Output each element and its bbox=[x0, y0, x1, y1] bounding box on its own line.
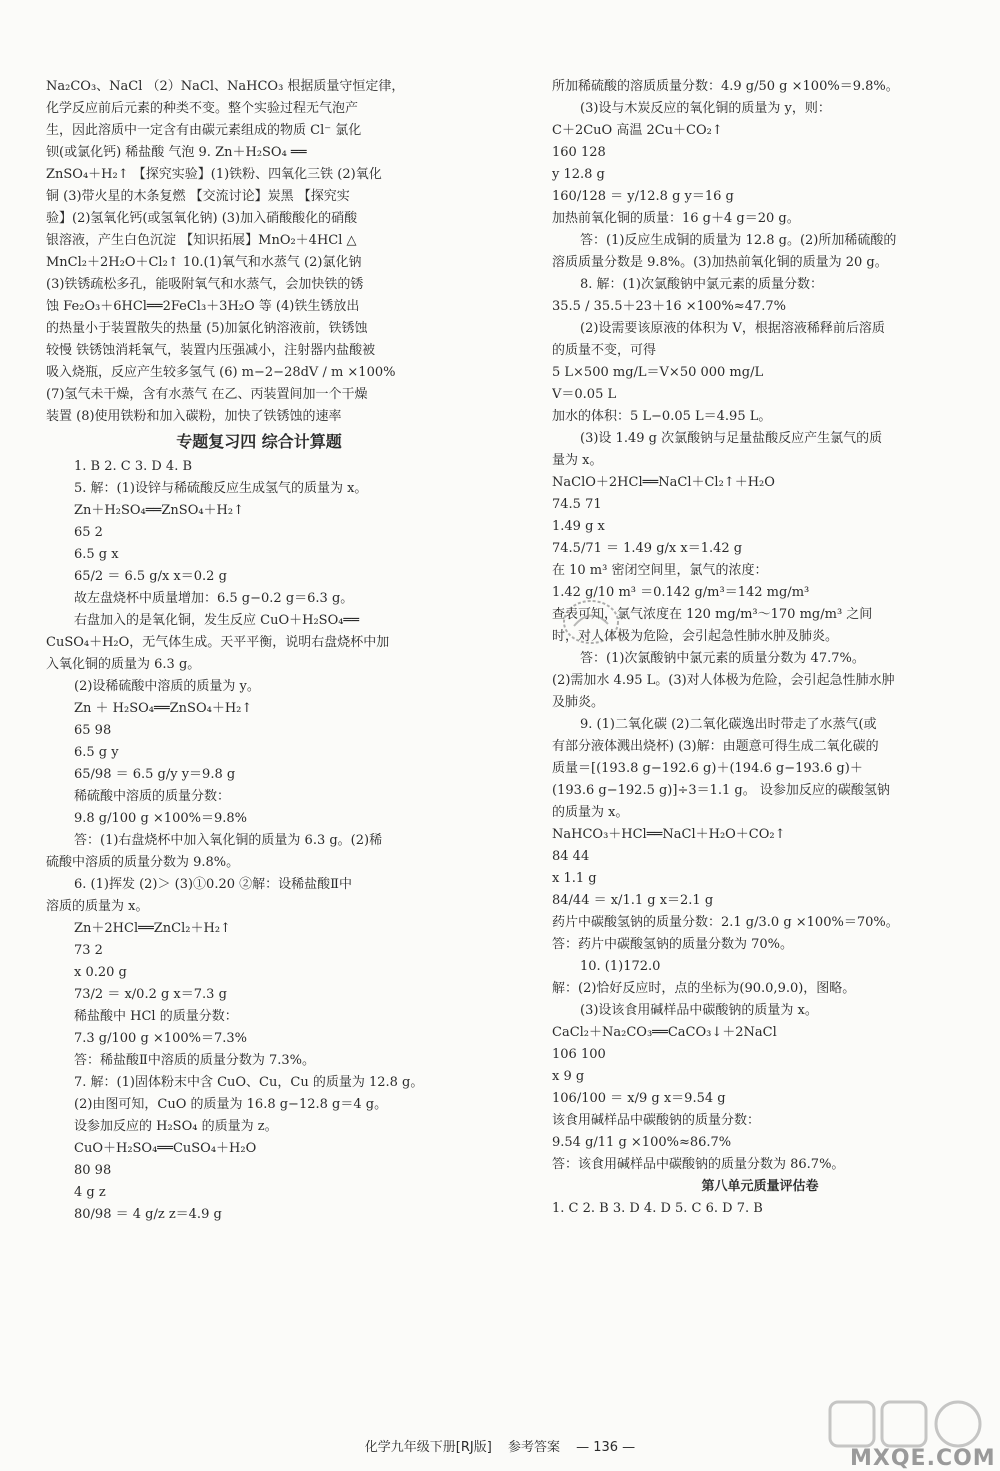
equation-line: x 0.20 g bbox=[74, 965, 127, 980]
text-line: 的质量为 x。 bbox=[552, 805, 629, 820]
equation-line: CuO＋H₂SO₄══CuSO₄＋H₂O bbox=[74, 1141, 257, 1156]
equation-line: CaCl₂＋Na₂CO₃══CaCO₃↓＋2NaCl bbox=[552, 1025, 777, 1040]
section-subtitle: 第八单元质量评估卷 bbox=[701, 1179, 819, 1194]
equation-line: NaHCO₃＋HCl══NaCl＋H₂O＋CO₂↑ bbox=[552, 827, 786, 842]
equation-line: 65 98 bbox=[74, 723, 112, 738]
answer-line: 1. C 2. B 3. D 4. D 5. C 6. D 7. B bbox=[552, 1201, 763, 1216]
section-title: 专题复习四 综合计算题 bbox=[176, 432, 342, 451]
equation-line: 73 2 bbox=[74, 943, 103, 958]
text-line: (2)由图可知，CuO 的质量为 16.8 g−12.8 g＝4 g。 bbox=[74, 1097, 388, 1112]
fraction-line: 84/44 ＝ x/1.1 g x＝2.1 g bbox=[552, 893, 714, 908]
equation-line: NaClO＋2HCl══NaCl＋Cl₂↑＋H₂O bbox=[552, 475, 775, 490]
text-line: 化学反应前后元素的种类不变。整个实验过程无气泡产 bbox=[46, 101, 359, 116]
text-line: ZnSO₄＋H₂↑ 【探究实验】(1)铁粉、四氧化三铁 (2)氧化 bbox=[46, 167, 382, 182]
text-line: (2)设稀硫酸中溶质的质量为 y。 bbox=[74, 679, 260, 694]
fraction-line: 7.3 g/100 g ×100%＝7.3% bbox=[74, 1031, 247, 1046]
fraction-line: 1.42 g/10 m³ ＝0.142 g/m³＝142 mg/m³ bbox=[552, 585, 810, 600]
text-line: (193.6 g−192.5 g)]÷3＝1.1 g。 设参加反应的碳酸氢钠 bbox=[552, 783, 890, 798]
text-line: 溶质质量分数是 9.8%。(3)加热前氧化铜的质量为 20 g。 bbox=[552, 255, 888, 270]
text-line: 加热前氧化铜的质量：16 g＋4 g＝20 g。 bbox=[552, 211, 800, 226]
text-line: 验】(2)氢氧化钙(或氢氧化钠) (3)加入硝酸酸化的硝酸 bbox=[46, 211, 358, 226]
text-line: 质量＝[(193.8 g−192.6 g)＋(194.6 g−193.6 g)＋ bbox=[552, 761, 863, 776]
equation-line: C＋2CuO 高温 2Cu＋CO₂↑ bbox=[552, 123, 723, 138]
text-line: 装置 (8)使用铁粉和加入碳粉，加快了铁锈蚀的速率 bbox=[46, 409, 342, 424]
text-line: 设参加反应的 H₂SO₄ 的质量为 z。 bbox=[74, 1119, 278, 1134]
text-line: (3)设 1.49 g 次氯酸钠与足量盐酸反应产生氯气的质 bbox=[580, 431, 883, 446]
text-line: 5. 解：(1)设锌与稀硫酸反应生成氢气的质量为 x。 bbox=[74, 481, 368, 496]
equation-line: V＝0.05 L bbox=[552, 387, 617, 402]
text-line: 稀盐酸中 HCl 的质量分数： bbox=[74, 1009, 238, 1024]
text-line: (3)铁锈疏松多孔，能吸附氧气和水蒸气，会加快铁的锈 bbox=[46, 277, 364, 292]
fraction-line: 35.5 / 35.5＋23＋16 ×100%≈47.7% bbox=[552, 299, 787, 314]
text-line: 解：(2)恰好反应时，点的坐标为(90.0,9.0)，图略。 bbox=[552, 981, 856, 996]
text-line: 的热量小于装置散失的热量 (5)加氯化钠溶液前，铁锈蚀 bbox=[46, 321, 368, 336]
text-line: (2)需加水 4.95 L。(3)对人体极为危险，会引起急性肺水肿 bbox=[552, 673, 895, 688]
fraction-line: 106/100 ＝ x/9 g x＝9.54 g bbox=[552, 1091, 726, 1106]
text-line: (3)设与木炭反应的氧化铜的质量为 y，则： bbox=[580, 101, 831, 116]
text-line: 答：稀盐酸Ⅱ中溶质的质量分数为 7.3%。 bbox=[74, 1053, 315, 1068]
fraction-line: 73/2 ＝ x/0.2 g x＝7.3 g bbox=[74, 987, 227, 1002]
text-line: Na₂CO₃、NaCl （2）NaCl、NaHCO₃ 根据质量守恒定律， bbox=[46, 79, 405, 94]
text-line: 较慢 铁锈蚀消耗氧气，装置内压强减小，注射器内盐酸被 bbox=[46, 343, 376, 358]
equation-line: 74.5 71 bbox=[552, 497, 602, 512]
text-line: 查表可知，氯气浓度在 120 mg/m³～170 mg/m³ 之间 bbox=[552, 607, 873, 622]
equation-line: 65 2 bbox=[74, 525, 103, 540]
fraction-line: 160/128 ＝ y/12.8 g y＝16 g bbox=[552, 189, 734, 204]
text-line: CuSO₄＋H₂O，无气体生成。天平平衡，说明右盘烧杯中加 bbox=[46, 635, 390, 650]
text-line: 溶质的质量为 x。 bbox=[46, 899, 149, 914]
text-line: MnCl₂＋2H₂O＋Cl₂↑ 10.(1)氧气和水蒸气 (2)氯化钠 bbox=[46, 255, 362, 270]
text-line: 在 10 m³ 密闭空间里，氯气的浓度： bbox=[552, 563, 768, 578]
text-line: 入氧化铜的质量为 6.3 g。 bbox=[46, 657, 201, 672]
text-line: 银溶液，产生白色沉淀 【知识拓展】MnO₂＋4HCl △ bbox=[46, 233, 357, 248]
equation-line: 4 g z bbox=[74, 1185, 106, 1200]
fraction-line: 65/98 ＝ 6.5 g/y y＝9.8 g bbox=[74, 767, 236, 782]
text-line: 吸入烧瓶，反应产生较多氢气 (6) m−2−28dV / m ×100% bbox=[46, 365, 396, 380]
equation-line: 106 100 bbox=[552, 1047, 606, 1062]
footer-book-title: 化学九年级下册[RJ版] bbox=[364, 1440, 492, 1455]
equation-line: Zn ＋ H₂SO₄══ZnSO₄＋H₂↑ bbox=[74, 701, 253, 716]
text-line: 答：(1)反应生成铜的质量为 12.8 g。(2)所加稀硫酸的 bbox=[580, 233, 897, 248]
equation-line: 1.49 g x bbox=[552, 519, 605, 534]
text-line: (3)设该食用碱样品中碳酸钠的质量为 x。 bbox=[580, 1003, 818, 1018]
text-line: 铜 (3)带火星的木条复燃 【交流讨论】炭黑 【探究实 bbox=[46, 189, 350, 204]
watermark-text: MXQE.COM bbox=[850, 1446, 996, 1471]
text-line: 量为 x。 bbox=[552, 453, 603, 468]
equation-line: 84 44 bbox=[552, 849, 590, 864]
text-line: 答：(1)次氯酸钠中氯元素的质量分数为 47.7%。 bbox=[580, 651, 865, 666]
text-line: 右盘加入的是氧化铜，发生反应 CuO＋H₂SO₄══ bbox=[74, 613, 360, 628]
text-line: (7)氢气未干燥，含有水蒸气 在乙、丙装置间加一个干燥 bbox=[46, 387, 368, 402]
answer-line: 1. B 2. C 3. D 4. B bbox=[74, 459, 193, 474]
equation-line: 5 L×500 mg/L＝V×50 000 mg/L bbox=[552, 365, 764, 380]
text-line: 6. (1)挥发 (2)＞ (3)①0.20 ②解：设稀盐酸Ⅱ中 bbox=[74, 877, 352, 892]
equation-line: 6.5 g y bbox=[74, 745, 119, 760]
text-line: 答：药片中碳酸氢钠的质量分数为 70%。 bbox=[552, 937, 794, 952]
stamp-mark-icon bbox=[560, 596, 622, 648]
text-line: 答：(1)右盘烧杯中加入氧化铜的质量为 6.3 g。(2)稀 bbox=[74, 833, 383, 848]
left-column bbox=[46, 76, 472, 1226]
text-line: 稀硫酸中溶质的质量分数： bbox=[74, 789, 231, 804]
fraction-line: 74.5/71 ＝ 1.49 g/x x＝1.42 g bbox=[552, 541, 743, 556]
equation-line: 80 98 bbox=[74, 1163, 112, 1178]
fraction-line: 药片中碳酸氢钠的质量分数：2.1 g/3.0 g ×100%＝70%。 bbox=[552, 915, 899, 930]
equation-line: y 12.8 g bbox=[552, 167, 605, 182]
text-line: 钡(或氯化钙) 稀盐酸 气泡 9. Zn＋H₂SO₄ ══ bbox=[46, 145, 307, 160]
text-line: 有部分液体溅出烧杯) (3)解：由题意可得生成二氧化碳的 bbox=[552, 739, 879, 754]
fraction-line: 9.54 g/11 g ×100%≈86.7% bbox=[552, 1135, 732, 1150]
fraction-line: 80/98 ＝ 4 g/z z＝4.9 g bbox=[74, 1207, 222, 1222]
answer-line: 10. (1)172.0 bbox=[580, 959, 661, 974]
right-column bbox=[552, 76, 968, 1220]
fraction-line: 9.8 g/100 g ×100%＝9.8% bbox=[74, 811, 247, 826]
equation-line: Zn＋2HCl══ZnCl₂＋H₂↑ bbox=[74, 921, 231, 936]
fraction-line: 65/2 ＝ 6.5 g/x x＝0.2 g bbox=[74, 569, 227, 584]
equation-line: x 9 g bbox=[552, 1069, 585, 1084]
text-line: 的质量不变，可得 bbox=[552, 343, 657, 358]
text-line: 生，因此溶质中一定含有由碳元素组成的物质 Cl⁻ 氯化 bbox=[46, 123, 362, 138]
text-line: 加水的体积：5 L−0.05 L＝4.95 L。 bbox=[552, 409, 772, 424]
equation-line: 160 128 bbox=[552, 145, 606, 160]
text-line: 8. 解：(1)次氯酸钠中氯元素的质量分数： bbox=[580, 277, 823, 292]
text-line: 9. (1)二氧化碳 (2)二氧化碳逸出时带走了水蒸气(或 bbox=[580, 717, 877, 732]
text-line: 该食用碱样品中碳酸钠的质量分数： bbox=[552, 1113, 761, 1128]
text-line: 硫酸中溶质的质量分数为 9.8%。 bbox=[46, 855, 240, 870]
text-line: 答：该食用碱样品中碳酸钠的质量分数为 86.7%。 bbox=[552, 1157, 845, 1172]
page-footer bbox=[0, 1436, 1000, 1455]
text-line: 7. 解：(1)固体粉末中含 CuO、Cu，Cu 的质量为 12.8 g。 bbox=[74, 1075, 424, 1090]
page-number: — 136 — bbox=[576, 1440, 636, 1455]
text-line: 蚀 Fe₂O₃＋6HCl══2FeCl₃＋3H₂O 等 (4)铁生锈放出 bbox=[46, 299, 360, 314]
equation-line: 6.5 g x bbox=[74, 547, 119, 562]
text-line: 及肺炎。 bbox=[552, 695, 605, 710]
equation-line: Zn＋H₂SO₄══ZnSO₄＋H₂↑ bbox=[74, 503, 245, 518]
text-line: 故左盘烧杯中质量增加：6.5 g−0.2 g＝6.3 g。 bbox=[74, 591, 354, 606]
equation-line: x 1.1 g bbox=[552, 871, 597, 886]
footer-section: 参考答案 bbox=[507, 1440, 560, 1455]
fraction-line: 所加稀硫酸的溶质质量分数：4.9 g/50 g ×100%＝9.8%。 bbox=[552, 79, 899, 94]
text-line: (2)设需要该原液的体积为 V，根据溶液稀释前后溶质 bbox=[580, 321, 885, 336]
text-line: 时，对人体极为危险，会引起急性肺水肿及肺炎。 bbox=[552, 629, 839, 644]
